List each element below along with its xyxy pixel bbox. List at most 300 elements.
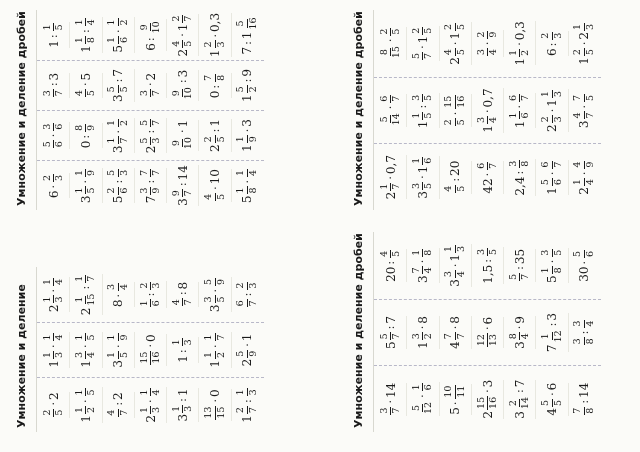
number: 4 — [448, 341, 463, 349]
number: 2 — [143, 72, 158, 81]
divide-sign: : — [513, 389, 527, 393]
fraction: 1 6 — [106, 36, 130, 43]
exercise-expression — [70, 387, 102, 422]
fraction: 6 7 — [507, 94, 532, 101]
multiply-sign: · — [513, 104, 527, 109]
fraction: 1 8 — [410, 249, 435, 256]
exercise-expression — [103, 332, 135, 367]
number: 3 — [240, 119, 255, 127]
divide-sign: : — [144, 129, 157, 134]
fraction: 1 8 — [540, 267, 564, 274]
divide-sign: : — [545, 322, 559, 327]
fraction: 6 7 — [475, 162, 499, 169]
number: 1 — [240, 94, 255, 103]
number: 8 — [175, 281, 190, 290]
exercise-expression — [536, 383, 568, 416]
fraction: 2 6 — [106, 187, 130, 194]
number: 5 — [78, 72, 93, 81]
exercise-expression — [536, 31, 568, 56]
fraction: 5 12 — [410, 401, 435, 414]
fraction: 4 7 — [572, 112, 596, 119]
divide-sign: : — [416, 104, 430, 109]
fraction: 1 8 — [235, 187, 259, 194]
exercise-expression — [407, 26, 439, 61]
divide-sign: : — [240, 292, 254, 297]
exercise-expression — [167, 70, 199, 101]
multiply-sign: · — [416, 45, 430, 49]
fraction: 5 7 — [378, 333, 403, 340]
fraction: 1 6 — [410, 384, 435, 391]
number: 0 — [208, 90, 223, 99]
exercise-expression — [199, 119, 231, 152]
exercise-expression — [135, 334, 167, 365]
number: 2 — [143, 145, 158, 154]
divide-sign: : — [47, 82, 61, 87]
fraction: 8 4 — [507, 333, 532, 340]
exercise-expression — [199, 277, 231, 312]
multiply-sign: · — [545, 259, 559, 264]
fraction: 2 3 — [203, 41, 227, 48]
multiply-sign: · — [384, 176, 398, 180]
fraction: 3 5 — [475, 248, 499, 255]
divide-sign: : — [384, 260, 398, 265]
fraction: 3 9 — [138, 187, 162, 194]
fraction: 6 7 — [540, 161, 564, 168]
exercise-expression — [232, 168, 263, 203]
fraction: 1 5 — [73, 334, 98, 341]
exercise-expression — [440, 22, 472, 65]
exercise-column — [37, 160, 264, 210]
fraction: 13 15 — [203, 406, 227, 419]
divide-sign: : — [577, 399, 591, 404]
number: 3 — [111, 145, 126, 154]
divide-sign: : — [79, 285, 93, 290]
card-top-left — [8, 267, 264, 432]
fraction: 1 3 — [41, 296, 66, 303]
number: 1 — [78, 359, 93, 368]
fraction: 1 15 — [73, 293, 98, 306]
number: 3 — [448, 279, 463, 287]
number: 1 — [46, 40, 61, 48]
number: 6 — [46, 190, 61, 199]
number: 3 — [208, 304, 223, 313]
divide-sign: : — [111, 401, 125, 406]
number: 5 — [383, 341, 398, 350]
fraction: 2 14 — [507, 396, 532, 410]
fraction: 4 7 — [170, 299, 195, 306]
card-grid — [373, 232, 601, 432]
number: 5 — [448, 407, 463, 415]
exercise-expression — [407, 382, 439, 416]
divide-sign: : — [481, 258, 494, 263]
fraction: 4 5 — [203, 193, 227, 200]
number: 7 — [240, 46, 255, 55]
fraction: 2 3 — [540, 116, 564, 123]
card-title: Умножение и деление дробей — [352, 11, 366, 206]
divide-sign: : — [208, 84, 222, 89]
number: 2 — [577, 31, 592, 40]
fraction: 1 9 — [73, 169, 98, 176]
fraction: 5 9 — [203, 278, 227, 285]
fraction: 9 7 — [170, 190, 195, 197]
number: 5 — [240, 195, 255, 204]
fraction: 4 5 — [170, 40, 195, 47]
multiply-sign: · — [416, 325, 430, 330]
multiply-sign: · — [481, 172, 494, 177]
divide-sign: : — [144, 37, 157, 42]
fraction: 1 5 — [410, 112, 435, 119]
exercise-expression — [103, 282, 135, 307]
divide-sign: : — [513, 170, 527, 175]
multiply-sign: · — [416, 259, 430, 264]
fraction: 1 7 — [203, 334, 227, 341]
fraction: 3 4 — [475, 49, 499, 56]
multiply-sign: · — [448, 325, 462, 330]
exercise-expression — [38, 173, 70, 198]
number: 3 — [175, 198, 190, 206]
number: 2 — [78, 307, 93, 316]
divide-sign: : — [384, 325, 398, 330]
fraction: 1 7 — [73, 275, 98, 282]
card-grid — [373, 10, 601, 210]
fraction: 3 4 — [106, 283, 130, 290]
number: 30 — [577, 266, 592, 282]
fraction: 10 11 — [443, 385, 467, 398]
fraction: 1 2 — [507, 49, 532, 56]
fraction: 2 5 — [378, 28, 403, 35]
fraction: 7 5 — [572, 94, 596, 101]
fraction: 7 4 — [410, 267, 435, 274]
number: 1 — [240, 415, 255, 423]
number: 0 — [143, 334, 158, 343]
number: 2 — [240, 358, 255, 367]
card-title: Умножение и деление дробей — [352, 233, 366, 428]
exercise-expression — [199, 332, 231, 367]
number: 9 — [512, 316, 527, 324]
exercise-expression — [440, 244, 472, 287]
fraction: 5 6 — [41, 141, 66, 148]
number: 3 — [512, 341, 527, 349]
exercise-expression — [167, 337, 199, 362]
number: 2 — [208, 144, 223, 153]
multiply-sign: · — [416, 175, 430, 179]
exercise-expression — [38, 122, 70, 150]
exercise-expression — [504, 159, 536, 196]
fraction: 2 9 — [475, 31, 499, 38]
number: 42 — [480, 178, 495, 194]
fraction: 1 9 — [235, 136, 259, 143]
exercise-expression — [167, 14, 199, 57]
multiply-sign: · — [208, 33, 222, 38]
exercise-expression — [38, 332, 70, 367]
fraction: 3 7 — [138, 90, 162, 97]
divide-sign: : — [208, 128, 222, 133]
exercise-expression — [407, 248, 439, 283]
card-top-right — [8, 10, 264, 210]
number: 2 — [383, 191, 398, 200]
exercise-expression — [199, 13, 231, 57]
fraction: 1 3 — [170, 405, 195, 412]
multiply-sign: · — [481, 41, 494, 46]
fraction: 1 6 — [410, 157, 435, 164]
number: 1 — [175, 388, 190, 397]
fraction: 7 7 — [443, 333, 467, 340]
fraction: 3 4 — [572, 320, 596, 327]
fraction: 1 12 — [540, 330, 564, 343]
exercise-expression — [38, 73, 70, 98]
number: 1 — [240, 333, 255, 342]
fraction: 1 4 — [41, 278, 66, 285]
fraction: 1 9 — [106, 334, 130, 341]
multiply-sign: · — [208, 344, 222, 348]
number: 0 — [78, 140, 93, 149]
exercise-expression — [472, 30, 504, 58]
exercise-column — [374, 77, 601, 144]
fraction: 2 3 — [235, 282, 259, 289]
exercise-expression — [407, 316, 439, 349]
number: 1 — [480, 125, 495, 133]
fraction: 12 13 — [475, 334, 499, 347]
card-grid — [36, 267, 264, 432]
multiply-sign: · — [513, 325, 527, 330]
fraction: 1 8 — [73, 37, 98, 44]
number: 4 — [545, 407, 560, 416]
card-bottom-right — [345, 10, 601, 210]
exercise-expression — [70, 168, 102, 203]
number: 2 — [111, 392, 126, 400]
fraction: 6 7 — [235, 300, 259, 307]
fraction: 1 3 — [235, 389, 259, 396]
exercise-column — [37, 322, 264, 377]
exercise-expression — [232, 15, 263, 54]
exercise-expression — [232, 119, 263, 152]
number: 3 — [111, 359, 126, 368]
exercise-expression — [536, 313, 568, 352]
exercise-expression — [232, 334, 263, 367]
fraction: 3 4 — [475, 116, 499, 124]
number: 2 — [545, 124, 560, 132]
number: 3 — [175, 69, 190, 78]
fraction: 7 8 — [203, 74, 227, 81]
number: 1 — [577, 57, 592, 65]
number: 1 — [175, 355, 190, 363]
fraction: 1 7 — [378, 183, 403, 190]
exercise-expression — [167, 120, 199, 151]
exercise-expression — [472, 380, 504, 419]
number: 2 — [480, 410, 495, 419]
number: 3 — [545, 312, 560, 321]
fraction: 1 4 — [41, 334, 66, 341]
exercise-expression — [103, 118, 135, 153]
fraction: 5 16 — [235, 17, 259, 30]
number: 1 — [545, 99, 560, 107]
number: 8 — [111, 299, 126, 308]
number: 5 — [545, 275, 560, 283]
exercise-expression — [103, 17, 135, 52]
multiply-sign: · — [577, 41, 591, 46]
multiply-sign: · — [481, 326, 494, 331]
fraction: 5 2 — [235, 86, 259, 93]
exercise-column — [37, 110, 264, 160]
exercise-expression — [440, 161, 472, 194]
multiply-sign: · — [79, 399, 93, 403]
number: 1 — [415, 35, 430, 44]
number: 3 — [415, 275, 430, 283]
multiply-sign: · — [111, 344, 125, 348]
multiply-sign: · — [448, 263, 462, 268]
exercise-expression — [375, 94, 407, 128]
exercise-column — [374, 299, 601, 366]
exercise-expression — [375, 249, 407, 282]
number: 1 — [208, 49, 223, 58]
exercise-expression — [504, 249, 536, 282]
number: 1 — [175, 119, 190, 128]
number: 1 — [448, 253, 463, 262]
divide-sign: : — [144, 292, 157, 297]
fraction: 4 5 — [443, 49, 467, 56]
multiply-sign: · — [47, 133, 61, 138]
number: 1 — [240, 144, 255, 152]
fraction: 2 3 — [41, 174, 66, 181]
fraction: 7 8 — [572, 407, 596, 414]
fraction: 1 3 — [443, 245, 467, 252]
number: 3 — [577, 120, 592, 129]
fraction: 1 4 — [138, 389, 162, 396]
exercise-expression — [103, 69, 135, 102]
exercise-expression — [167, 165, 199, 206]
number: 9 — [240, 68, 255, 77]
exercise-expression — [70, 274, 102, 316]
multiply-sign: · — [416, 394, 430, 398]
fraction: 3 8 — [572, 338, 596, 345]
fraction: 5 9 — [235, 350, 259, 357]
number: 0,3 — [208, 12, 223, 32]
exercise-expression — [440, 316, 472, 349]
number: 2 — [175, 48, 190, 57]
fraction: 2 5 — [410, 27, 435, 34]
fraction: 1 3 — [540, 91, 564, 98]
multiply-sign: · — [240, 343, 254, 347]
number: 2 — [46, 392, 61, 401]
exercise-expression — [472, 317, 504, 348]
multiply-sign: · — [384, 105, 398, 110]
multiply-sign: · — [513, 42, 527, 46]
exercise-expression — [440, 384, 472, 415]
multiply-sign: · — [176, 33, 190, 37]
number: 10 — [208, 169, 223, 185]
exercise-expression — [103, 392, 135, 417]
exercise-expression — [504, 316, 536, 349]
multiply-sign: · — [448, 401, 462, 406]
fraction: 2 7 — [235, 407, 259, 414]
divide-sign: : — [79, 134, 93, 139]
exercise-expression — [70, 73, 102, 98]
fraction: 1 2 — [203, 351, 227, 358]
fraction: 1 3 — [170, 339, 195, 346]
fraction: 5 14 — [378, 113, 403, 126]
exercise-expression — [70, 332, 102, 367]
multiply-sign: · — [79, 344, 93, 348]
divide-sign: : — [240, 78, 254, 83]
divide-sign: : — [513, 266, 527, 270]
exercise-expression — [167, 388, 199, 421]
fraction: 1 4 — [572, 179, 596, 186]
fraction: 1 7 — [106, 137, 130, 144]
number: 1 — [415, 120, 430, 129]
card-grid — [36, 10, 264, 210]
fraction: 5 6 — [540, 179, 564, 186]
exercise-expression — [375, 383, 407, 416]
number: 7 — [545, 344, 560, 353]
number: 7 — [143, 195, 158, 204]
number: 1 — [208, 359, 223, 368]
exercise-expression — [472, 88, 504, 132]
multiply-sign: · — [144, 399, 157, 403]
number: 2 — [448, 57, 463, 65]
fraction: 3 2 — [410, 333, 435, 340]
fraction: 5 7 — [507, 273, 532, 280]
number: 7 — [512, 379, 527, 388]
exercise-expression — [569, 383, 600, 416]
multiply-sign: · — [545, 392, 559, 396]
fraction: 4 5 — [73, 90, 98, 97]
multiply-sign: · — [144, 82, 157, 87]
number: 1 — [512, 57, 527, 66]
fraction: 1 4 — [235, 169, 259, 176]
fraction: 1 6 — [507, 112, 532, 119]
divide-sign: : — [240, 41, 254, 45]
fraction: 8 15 — [378, 46, 403, 59]
number: 1 — [512, 120, 527, 129]
number: 0 — [208, 389, 223, 398]
exercise-column — [374, 365, 601, 432]
multiply-sign: · — [545, 171, 559, 176]
fraction: 2 5 — [443, 23, 467, 30]
divide-sign: : — [577, 330, 591, 335]
number: 35 — [512, 248, 527, 265]
fraction: 8 9 — [73, 124, 98, 131]
fraction: 3 7 — [378, 407, 403, 414]
divide-sign: : — [176, 291, 190, 296]
multiply-sign: · — [111, 29, 125, 33]
fraction: 2 5 — [443, 119, 467, 126]
exercise-expression — [135, 281, 167, 309]
fraction: 1 2 — [106, 19, 130, 26]
fraction: 3 5 — [203, 296, 227, 303]
fraction: 2 5 — [203, 136, 227, 143]
exercise-expression — [472, 247, 504, 284]
fraction: 1 3 — [41, 351, 66, 358]
multiply-sign: · — [577, 171, 591, 176]
exercise-expression — [536, 89, 568, 132]
exercise-expression — [135, 118, 167, 153]
number: 5 — [111, 44, 126, 53]
fraction: 5 7 — [410, 52, 435, 59]
exercise-expression — [103, 168, 135, 203]
fraction: 3 5 — [410, 182, 435, 189]
number: 1 — [78, 45, 93, 53]
exercise-expression — [569, 249, 600, 282]
fraction: 2 5 — [41, 409, 66, 416]
fraction: 4 5 — [443, 185, 467, 192]
multiply-sign: · — [384, 38, 398, 43]
fraction: 9 10 — [170, 137, 195, 150]
fraction: 9 10 — [170, 87, 195, 100]
card-title: Умножение и деление дробей — [15, 11, 29, 206]
exercise-expression — [375, 155, 407, 199]
divide-sign: : — [176, 182, 190, 187]
fraction: 1 5 — [73, 389, 98, 396]
